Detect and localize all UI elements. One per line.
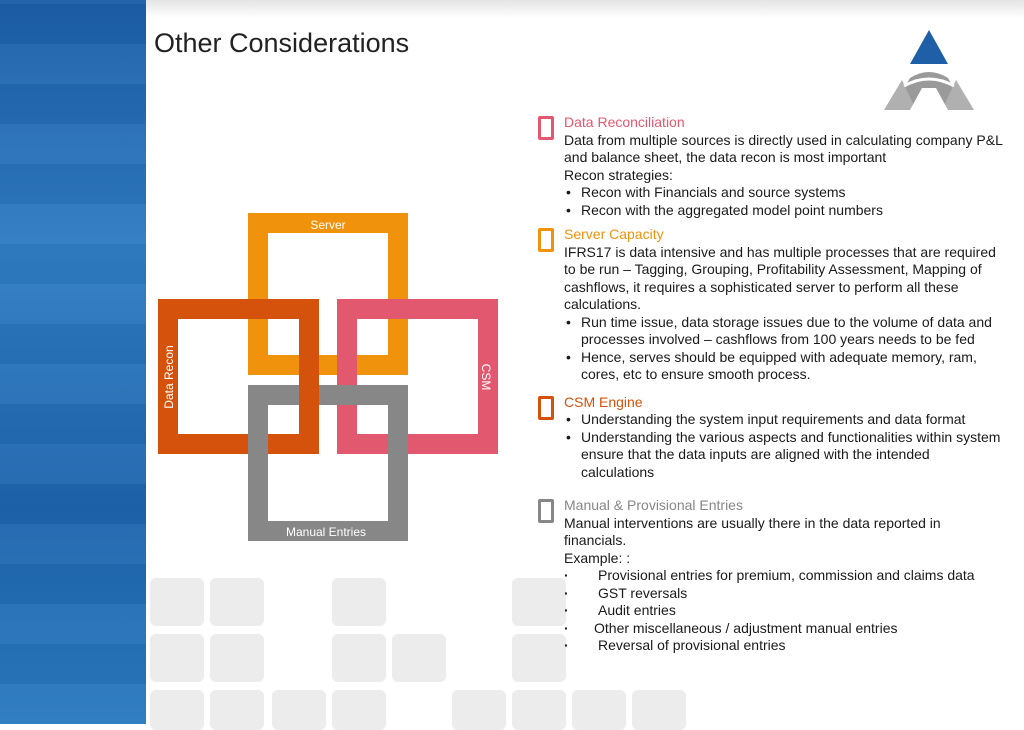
manual-item: · Provisional entries for premium, commission and claims data [564, 567, 1006, 585]
section-csm-engine [536, 394, 1006, 482]
data-recon-strategies: Recon strategies: [564, 166, 673, 183]
section-manual-entries [536, 497, 1006, 655]
manual-text: Manual interventions are usually there in the data reported in financials. [564, 514, 941, 548]
manual-overlap-right [388, 385, 408, 405]
server-marker-icon [538, 228, 554, 252]
data-recon-bullet: • Recon with Financials and source systems [564, 184, 1006, 202]
slide-title: Other Considerations [154, 28, 410, 58]
manual-item: · GST reversals [564, 585, 1006, 603]
manual-marker-icon [538, 499, 554, 523]
data-recon-text: Data from multiple sources is directly used in calculating company P&L and balance sheet, the data recon is most important [564, 131, 1003, 165]
company-logo-icon [880, 28, 978, 114]
data-recon-marker-icon [538, 116, 554, 140]
csm-overlap-top [337, 299, 357, 319]
server-text: IFRS17 is data intensive and has multiple processes that are required to be run – Tagging, Grouping, Profitability Assessment, Mapping of cashflows, it requires a sophisticated server to perform all these calculations. [564, 243, 996, 312]
manual-item: · Audit entries [564, 602, 1006, 620]
csm-bullet: • Understanding the system input requirements and data format [564, 411, 1006, 429]
manual-entries-label: Manual Entries [285, 525, 367, 539]
section-server-capacity [536, 226, 1006, 384]
manual-example: Example: : [564, 549, 631, 566]
server-label: Server [310, 218, 346, 232]
manual-item: · Other miscellaneous / adjustment manual entries [564, 620, 1006, 638]
data-recon-overlap [299, 385, 319, 405]
section-data-reconciliation [536, 114, 1006, 219]
considerations-diagram [150, 205, 510, 550]
data-recon-label: Data Recon [162, 345, 176, 409]
considerations-content [536, 114, 1006, 655]
top-shadow [146, 0, 1024, 18]
data-recon-box [168, 309, 309, 444]
csm-title: CSM Engine [564, 393, 643, 410]
csm-label: CSM [479, 363, 493, 391]
manual-entries-box [258, 395, 398, 531]
manual-item: · Reversal of provisional entries [564, 637, 1006, 655]
csm-marker-icon [538, 396, 554, 420]
server-bullet: • Run time issue, data storage issues due to the volume of data and processes involved – cashflows from 100 years needs to be fed [564, 314, 1006, 349]
server-box [258, 223, 398, 365]
data-recon-title: Data Reconciliation [564, 114, 685, 130]
left-decorative-band [0, 0, 146, 724]
data-recon-bullet: • Recon with the aggregated model point numbers [564, 202, 1006, 220]
manual-title: Manual & Provisional Entries [564, 497, 743, 513]
server-title: Server Capacity [564, 226, 664, 242]
csm-box [347, 309, 488, 444]
csm-bullet: • Understanding the various aspects and functionalities within system ensure that the data inputs are aligned with the intended calculations [564, 429, 1006, 482]
server-bullet: • Hence, serves should be equipped with adequate memory, ram, cores, etc to ensure smooth process. [564, 349, 1006, 384]
server-overlap-left [248, 355, 268, 375]
